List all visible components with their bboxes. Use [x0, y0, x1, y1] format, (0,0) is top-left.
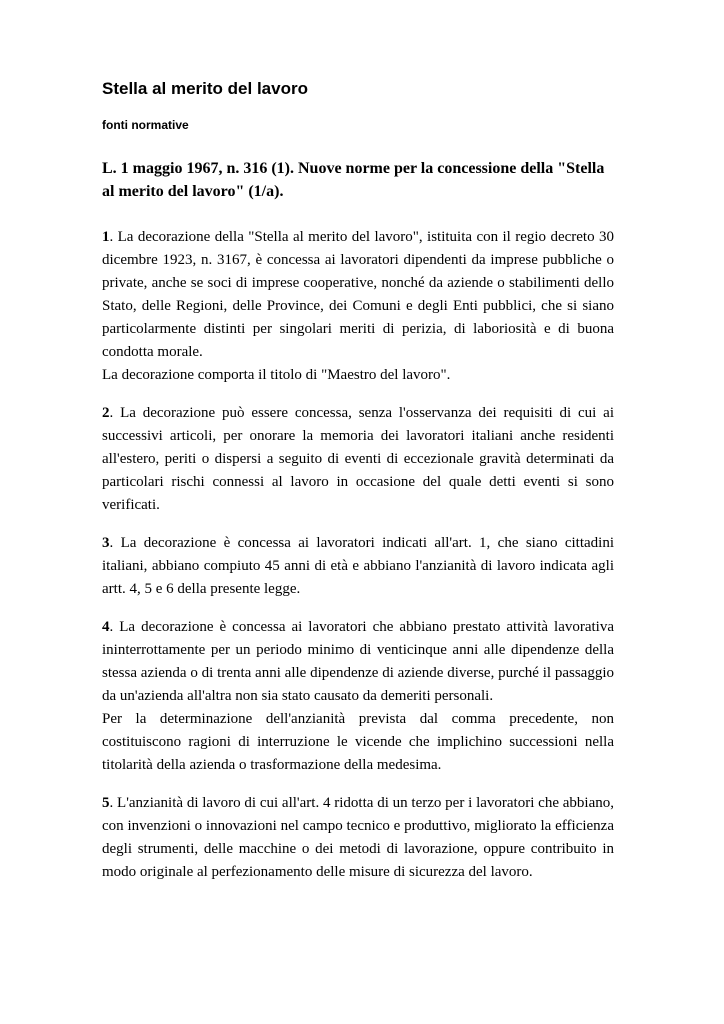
article-text: . La decorazione è concessa ai lavoratori indicati all'art. 1, che siano cittadini italiani, abbiano compiuto 45 anni di età e abbiano l'anzianità di lavoro indicata agli artt. 4, 5 e 6 della presente legge. — [102, 535, 614, 597]
article-paragraph — [102, 402, 614, 517]
article-paragraph: La decorazione comporta il titolo di "Maestro del lavoro". — [102, 367, 451, 383]
articles-list — [102, 226, 614, 899]
article-paragraph: Per la determinazione dell'anzianità prevista dal comma precedente, non costituiscono ragioni di interruzione le vicende che implichino successioni nella titolarità della azienda o trasformazione della medesima. — [102, 711, 614, 773]
article-number: 2 — [102, 405, 110, 421]
article-4 — [102, 616, 614, 777]
document-title: Stella al merito del lavoro — [102, 79, 308, 98]
article-number: 1 — [102, 229, 110, 245]
article-1 — [102, 226, 614, 387]
article-number: 3 — [102, 535, 110, 551]
article-text: . La decorazione della "Stella al merito del lavoro", istituita con il regio decreto 30 dicembre 1923, n. 3167, è concessa ai lavoratori dipendenti da imprese pubbliche o private, anche se soci di imprese cooperative, nonché da aziende o stabilimenti dello Stato, delle Regioni, delle Province, dei Comuni e degli Enti pubblici, che si siano particolarmente distinti per singolari meriti di perizia, di laboriosità e di buona condotta morale. — [102, 229, 614, 360]
article-2 — [102, 402, 614, 517]
article-paragraph — [102, 616, 614, 708]
law-heading: L. 1 maggio 1967, n. 316 (1). Nuove norme per la concessione della "Stella al merito del lavoro" (1/a). — [102, 160, 605, 200]
article-text: . L'anzianità di lavoro di cui all'art. 4 ridotta di un terzo per i lavoratori che abbiano, con invenzioni o innovazioni nel campo tecnico e produttivo, migliorato la efficienza degli strumenti, delle macchine o dei metodi di lavorazione, oppure contribuito in modo originale al perfezionamento delle misure di sicurezza del lavoro. — [102, 795, 614, 880]
article-text: . La decorazione può essere concessa, senza l'osservanza dei requisiti di cui ai successivi articoli, per onorare la memoria dei lavoratori italiani anche residenti all'estero, periti o dispersi a seguito di eventi di eccezionale gravità determinati da particolari rischi connessi al lavoro in occasione del quale detti eventi si sono verificati. — [102, 405, 614, 513]
article-text: . La decorazione è concessa ai lavoratori che abbiano prestato attività lavorativa ininterrottamente per un periodo minimo di venticinque anni alle dipendenze della stessa azienda o di trenta anni alle dipendenze di aziende diverse, purché il passaggio da un'azienda all'altra non sia stato causato da demeriti personali. — [102, 619, 614, 704]
article-paragraph — [102, 532, 614, 601]
article-5 — [102, 792, 614, 884]
document-subtitle: fonti normative — [102, 118, 189, 132]
article-number: 4 — [102, 619, 110, 635]
article-paragraph — [102, 226, 614, 364]
article-paragraph — [102, 792, 614, 884]
article-number: 5 — [102, 795, 110, 811]
article-3 — [102, 532, 614, 601]
